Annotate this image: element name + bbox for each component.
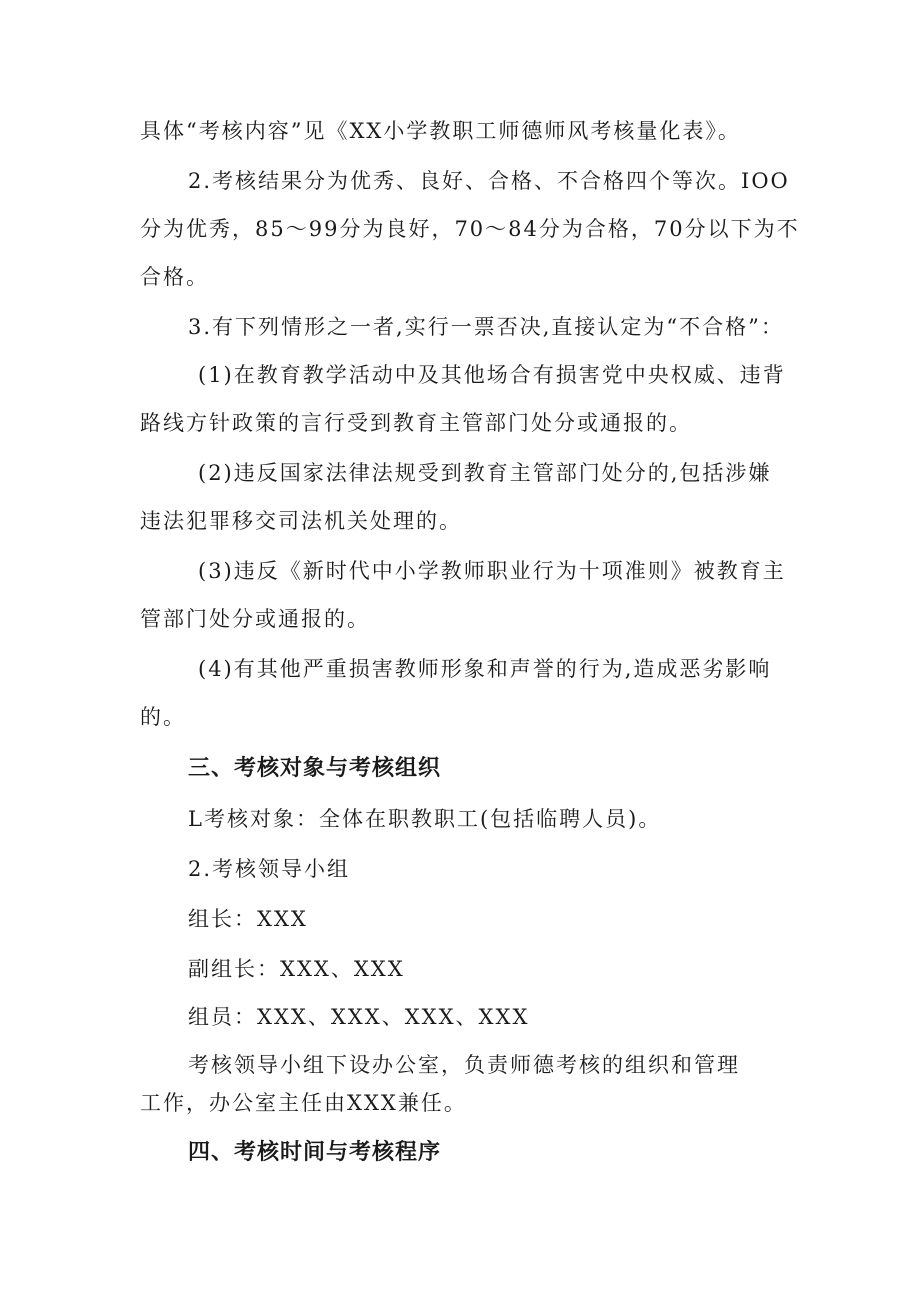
paragraph-line-members: 组员：XXX、XXX、XXX、XXX bbox=[188, 1005, 530, 1029]
paragraph-line-content-reference: 具体“考核内容”见《XX小学教职工师德师风考核量化表》。 bbox=[140, 119, 741, 143]
paragraph-line-group-leader: 组长：XXX bbox=[188, 907, 308, 931]
list-item-3-line-2: 管部门处分或通报的。 bbox=[140, 607, 370, 631]
list-item-4-line-2: 的。 bbox=[140, 705, 186, 729]
list-item-3-line-1: (3)违反《新时代中小学教师职业行为十项准则》被教育主 bbox=[198, 559, 786, 583]
list-item-1-line-2: 路线方针政策的言行受到教育主管部门处分或通报的。 bbox=[140, 411, 692, 435]
list-item-4-line-1: (4)有其他严重损害教师形象和声誉的行为,造成恶劣影响 bbox=[198, 657, 772, 681]
list-item-2-line-1: (2)违反国家法律法规受到教育主管部门处分的,包括涉嫌 bbox=[198, 461, 772, 485]
section-heading-4: 四、考核时间与考核程序 bbox=[188, 1140, 442, 1165]
paragraph-line-veto-intro: 3.有下列情形之一者,实行一票否决,直接认定为“不合格”： bbox=[188, 315, 784, 339]
paragraph-line-leading-group: 2.考核领导小组 bbox=[188, 857, 351, 881]
section-heading-3: 三、考核对象与考核组织 bbox=[188, 756, 442, 781]
paragraph-line-score-ranges: 分为优秀，85～99分为良好，70～84分为合格，70分以下为不 bbox=[140, 217, 800, 241]
paragraph-line-result-levels: 2.考核结果分为优秀、良好、合格、不合格四个等次。IOO bbox=[188, 169, 790, 193]
list-item-1-line-1: (1)在教育教学活动中及其他场合有损害党中央权威、违背 bbox=[198, 363, 786, 387]
paragraph-line-deputy-leader: 副组长：XXX、XXX bbox=[188, 957, 405, 981]
paragraph-line-assessment-targets: L考核对象：全体在职教职工(包括临聘人员)。 bbox=[188, 807, 662, 831]
paragraph-line-office-2: 工作，办公室主任由XXX兼任。 bbox=[140, 1091, 467, 1115]
list-item-2-line-2: 违法犯罪移交司法机关处理的。 bbox=[140, 509, 462, 533]
paragraph-line-office-1: 考核领导小组下设办公室，负责师德考核的组织和管理 bbox=[188, 1053, 740, 1077]
paragraph-line-unqualified: 合格。 bbox=[140, 265, 209, 289]
